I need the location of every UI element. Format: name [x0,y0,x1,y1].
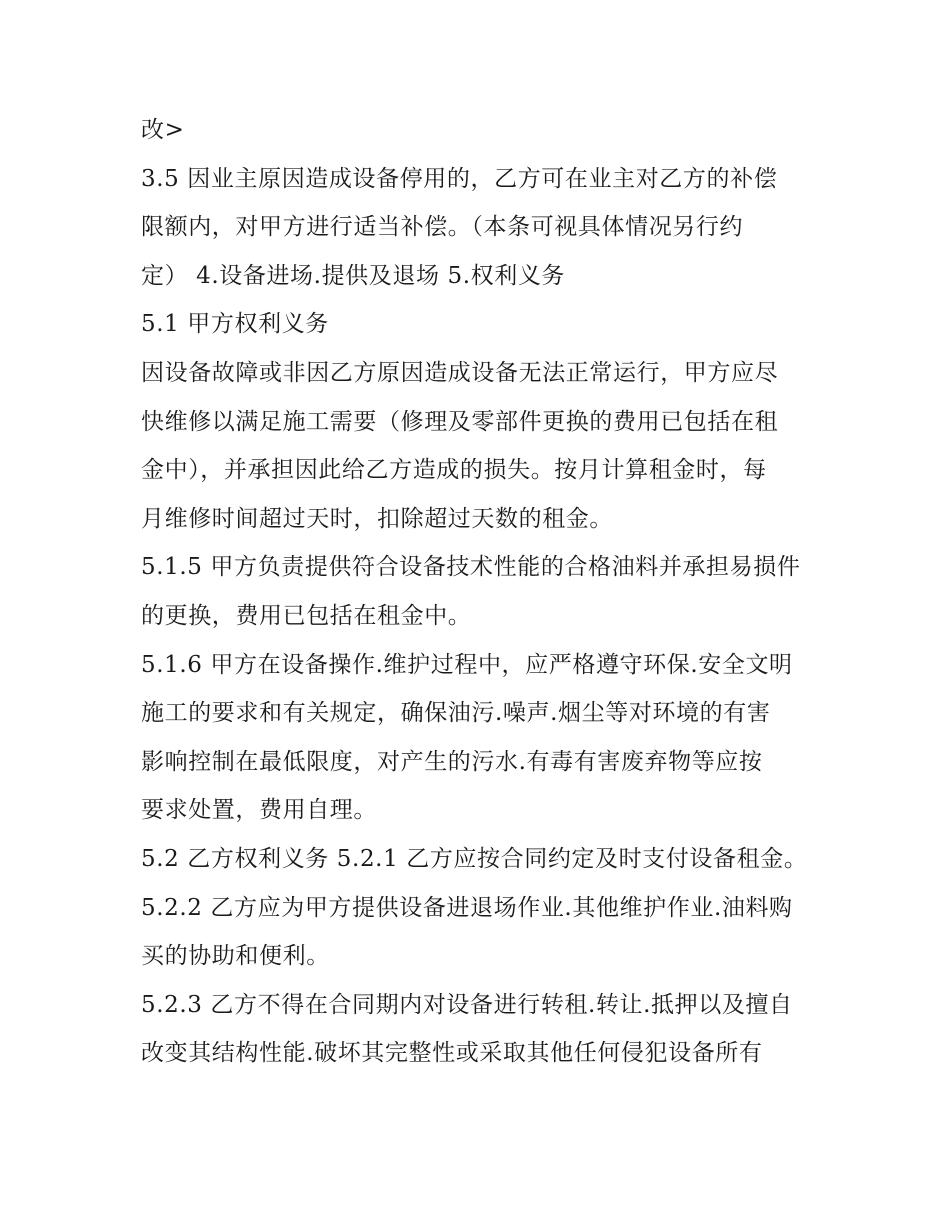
text-line: 因设备故障或非因乙方原因造成设备无法正常运行，甲方应尽 [141,359,779,386]
text-line: 5.2 乙方权利义务 5.2.1 乙方应按合同约定及时支付设备租金。 [141,845,808,872]
text-line: 施工的要求和有关规定，确保油污.噪声.烟尘等对环境的有害 [141,700,771,727]
text-line: 改> [141,117,185,143]
text-line: 的更换，费用已包括在租金中。 [141,602,472,629]
section-heading: 5.1 甲方权利义务 [141,311,329,338]
text-line: 改变其结构性能.破坏其完整性或采取其他任何侵犯设备所有 [141,1040,763,1067]
text-line: 买的协助和便利。 [141,943,330,970]
text-line: 5.1.5 甲方负责提供符合设备技术性能的合格油料并承担易损件 [141,554,801,581]
text-line: 5.1.6 甲方在设备操作.维护过程中，应严格遵守环保.安全文明 [141,651,793,678]
text-line: 5.2.2 乙方应为甲方提供设备进退场作业.其他维护作业.油料购 [141,894,793,921]
text-line: 金中），并承担因此给乙方造成的损失。按月计算租金时，每 [141,457,767,484]
text-line: 3.5 因业主原因造成设备停用的，乙方可在业主对乙方的补偿 [141,165,778,192]
text-line: 5.2.3 乙方不得在合同期内对设备进行转租.转让.抵押以及擅自 [141,991,793,1018]
text-line: 限额内，对甲方进行适当补偿。（本条可视具体情况另行约 [141,214,744,241]
text-line: 定） 4.设备进场.提供及退场 5.权利义务 [141,262,566,289]
text-line: 影响控制在最低限度，对产生的污水.有毒有害废弃物等应按 [141,748,763,775]
document-body [141,106,821,1078]
text-line: 月维修时间超过天时，扣除超过天数的租金。 [141,505,613,532]
text-line: 快维修以满足施工需要（修理及零部件更换的费用已包括在租 [141,408,779,435]
text-line: 要求处置，费用自理。 [141,797,377,824]
